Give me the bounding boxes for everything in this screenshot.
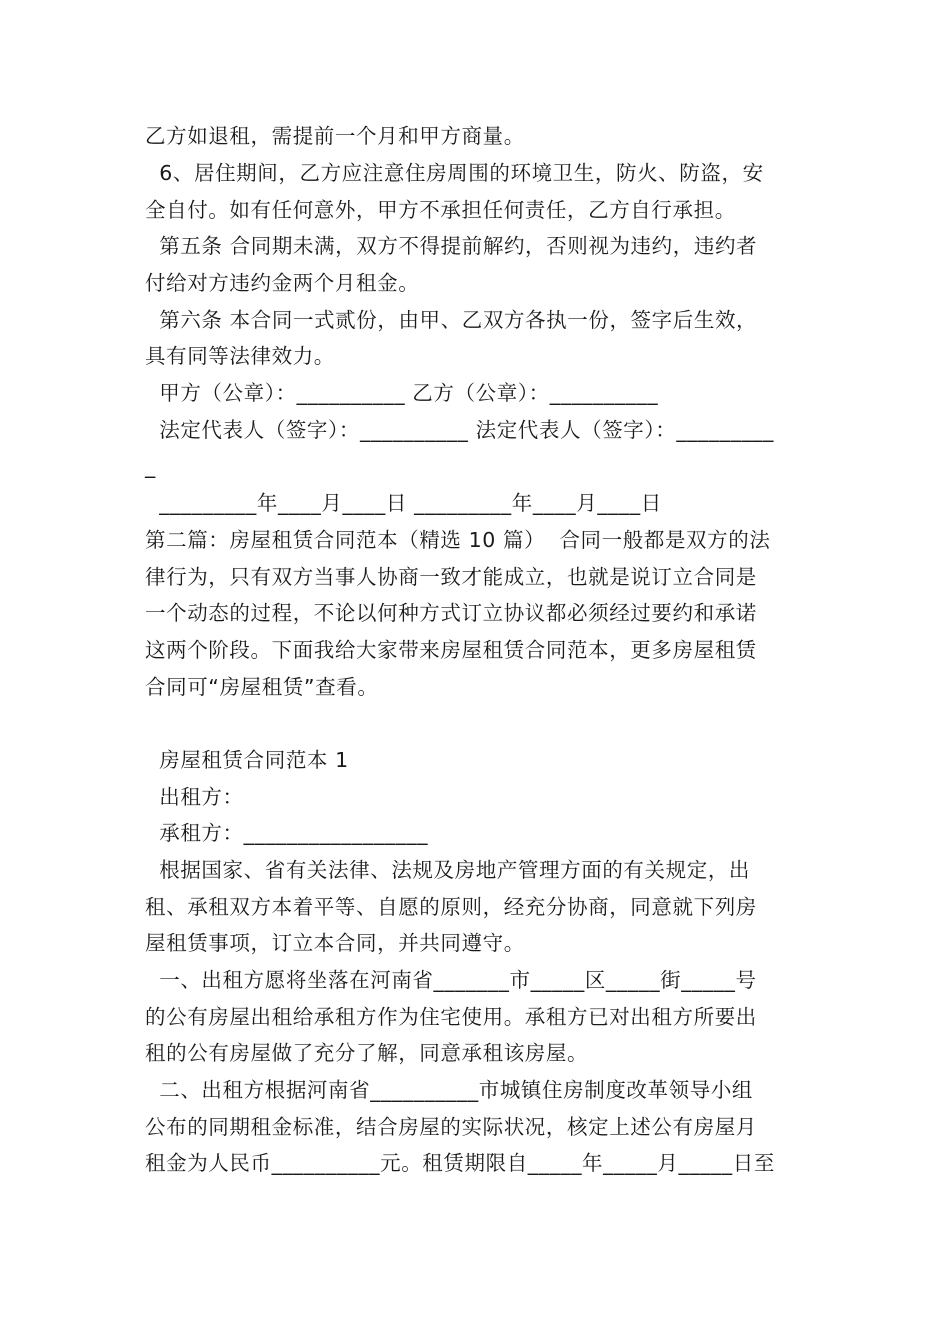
text-line: _ bbox=[145, 454, 156, 478]
text-line: 6、居住期间，乙方应注意住房周围的环境卫生，防火、防盗，安 bbox=[145, 161, 764, 185]
text-line: 租的公有房屋做了充分了解，同意承租该房屋。 bbox=[145, 1041, 589, 1065]
text-line: 一、出租方愿将坐落在河南省_______市_____区_____街_____号 bbox=[145, 968, 757, 992]
lessee-field: 承租方：_________________ bbox=[145, 821, 429, 845]
date-line: _________年____月____日 _________年____月____日 bbox=[145, 491, 662, 515]
text-line: 这两个阶段。下面我给大家带来房屋租赁合同范本，更多房屋租赁 bbox=[145, 638, 757, 662]
text-line: 公布的同期租金标准，结合房屋的实际状况，核定上述公有房屋月 bbox=[145, 1115, 757, 1139]
text-line: 第五条 合同期未满，双方不得提前解约，否则视为违约，违约者 bbox=[145, 234, 758, 258]
lessor-field: 出租方： bbox=[145, 785, 244, 809]
text-line: 付给对方违约金两个月租金。 bbox=[145, 271, 420, 295]
text-line: 律行为，只有双方当事人协商一致才能成立，也就是说订立合同是 bbox=[145, 565, 757, 589]
text-line: 一个动态的过程，不论以何种方式订立协议都必须经过要约和承诺 bbox=[145, 601, 757, 625]
contract-title: 房屋租赁合同范本 1 bbox=[145, 748, 349, 772]
text-line: 第六条 本合同一式贰份，由甲、乙双方各执一份，签字后生效， bbox=[145, 308, 758, 332]
text-line: 根据国家、省有关法律、法规及房地产管理方面的有关规定，出 bbox=[145, 858, 751, 882]
text-line: 的公有房屋出租给承租方作为住宅使用。承租方已对出租方所要出 bbox=[145, 1005, 757, 1029]
signature-line-representative: 法定代表人（签字）：__________ 法定代表人（签字）：_________ bbox=[145, 418, 774, 442]
text-line: 租、承租双方本着平等、自愿的原则，经充分协商，同意就下列房 bbox=[145, 895, 757, 919]
text-line: 合同可“房屋租赁”查看。 bbox=[145, 675, 379, 699]
text-line: 屋租赁事项，订立本合同，并共同遵守。 bbox=[145, 931, 525, 955]
text-line: 二、出租方根据河南省__________市城镇住房制度改革领导小组 bbox=[145, 1078, 754, 1102]
signature-line-seal: 甲方（公章）：__________ 乙方（公章）：__________ bbox=[145, 381, 659, 405]
text-line: 租金为人民币__________元。租赁期限自_____年_____月_____日至 bbox=[145, 1151, 775, 1175]
section-heading: 第二篇：房屋租赁合同范本（精选 10 篇） 合同一般都是双方的法 bbox=[145, 528, 771, 552]
text-line: 乙方如退租，需提前一个月和甲方商量。 bbox=[145, 124, 525, 148]
text-line: 具有同等法律效力。 bbox=[145, 344, 335, 368]
text-line: 全自付。如有任何意外，甲方不承担任何责任，乙方自行承担。 bbox=[145, 198, 736, 222]
